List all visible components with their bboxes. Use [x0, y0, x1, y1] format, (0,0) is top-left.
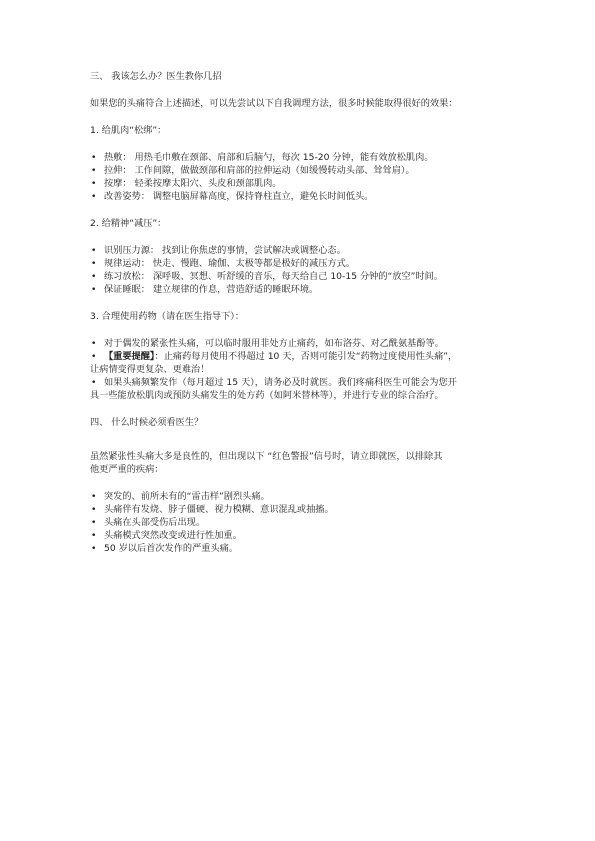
- bullet-icon: •: [91, 271, 97, 282]
- item-text: 50 岁以后首次发作的严重头痛。: [104, 543, 239, 554]
- item-text: 建立规律的作息，营造舒适的睡眠环境。: [152, 284, 319, 295]
- bullet-icon: •: [91, 284, 97, 295]
- sub3-list-cont: [90, 376, 510, 389]
- item-label: 拉伸：: [104, 165, 132, 176]
- warning-list: [90, 490, 510, 555]
- item-text: 找到让你焦虑的事情，尝试解决或调整心态。: [162, 245, 346, 256]
- item-label: 改善姿势：: [104, 191, 150, 202]
- sub2-title: 2. 给精神“减压”：: [90, 218, 167, 229]
- item-text: 工作间隙，做做颈部和肩部的拉伸运动（如缓慢转动头部、耸耸肩）。: [134, 165, 415, 176]
- item-text: 头痛模式突然改变或进行性加重。: [104, 530, 242, 541]
- bullet-icon: •: [91, 491, 97, 502]
- section4-intro-line1: 虽然紧张性头痛大多是良性的，但出现以下 “红色警报”信号时，请立即就医，以排除其: [90, 451, 443, 462]
- continuation-line: 具一些能放松肌肉或预防头痛发生的处方药（如阿米替林等），并进行专业的综合治疗。: [90, 390, 444, 401]
- bullet-icon: •: [91, 338, 97, 349]
- sub3-title: 3. 合理使用药物（请在医生指导下）：: [90, 311, 245, 322]
- sub1-list: [90, 151, 510, 203]
- bullet-icon: •: [91, 377, 97, 388]
- list-item: [90, 151, 510, 164]
- item-text: 如果头痛频繁发作（每月超过 15 天），请务必及时就医。我们疼痛科医生可能会为您开: [104, 377, 457, 388]
- continuation-line: 让病情变得更复杂、更难治！: [90, 364, 210, 375]
- item-text: 深呼吸、冥想、听舒缓的音乐，每天给自己 10-15 分钟的“放空”时间。: [152, 271, 443, 282]
- item-label: 规律运动：: [104, 258, 150, 269]
- item-label: 热敷：: [104, 152, 132, 163]
- bullet-icon: •: [91, 258, 97, 269]
- section4-heading: 四、 什么时候必须看医生？: [90, 417, 204, 428]
- bullet-icon: •: [91, 178, 97, 189]
- bullet-icon: •: [91, 543, 97, 554]
- list-item: [90, 270, 510, 283]
- sub1-title: 1. 给肌肉“松绑”：: [90, 125, 167, 136]
- item-label: 练习放松：: [104, 271, 150, 282]
- section3-intro: 如果您的头痛符合上述描述，可以先尝试以下自我调理方法，很多时候能取得很好的效果：: [90, 98, 458, 109]
- item-text: 头痛在头部受伤后出现。: [104, 517, 206, 528]
- list-item: [90, 542, 510, 555]
- list-item: [90, 503, 510, 516]
- list-item: [90, 350, 510, 363]
- bullet-icon: •: [91, 191, 97, 202]
- page-content: [90, 70, 510, 555]
- item-text: 突发的、前所未有的“雷击样”剧烈头痛。: [104, 491, 270, 502]
- item-text: 快走、慢跑、瑜伽、太极等都是极好的减压方式。: [152, 258, 355, 269]
- item-text: 轻柔按摩太阳穴、头皮和颈部肌肉。: [134, 178, 282, 189]
- list-item: [90, 490, 510, 503]
- bullet-icon: •: [91, 245, 97, 256]
- item-text: 用热毛巾敷在颈部、肩部和后脑勺，每次 15-20 分钟，能有效放松肌肉。: [134, 152, 434, 163]
- list-item: [90, 257, 510, 270]
- list-item: [90, 190, 510, 203]
- item-label: 识别压力源：: [104, 245, 160, 256]
- item-label: 按摩：: [104, 178, 132, 189]
- item-label: 保证睡眠：: [104, 284, 150, 295]
- bullet-icon: •: [91, 517, 97, 528]
- sub3-list: [90, 337, 510, 363]
- item-text: 对于偶发的紧张性头痛，可以临时服用非处方止痛药，如布洛芬、对乙酰氨基酚等。: [104, 338, 444, 349]
- item-text: ：止痛药每月使用不得超过 10 天，否则可能引发“药物过度使用性头痛”，: [154, 351, 458, 362]
- item-text: 头痛伴有发烧、脖子僵硬、视力模糊、意识混乱或抽搐。: [104, 504, 334, 515]
- list-item: [90, 283, 510, 296]
- bullet-icon: •: [91, 351, 97, 362]
- list-item: [90, 177, 510, 190]
- list-item: [90, 516, 510, 529]
- bullet-icon: •: [91, 530, 97, 541]
- bullet-icon: •: [91, 152, 97, 163]
- section3-heading: 三、 我该怎么办？医生教你几招: [90, 71, 222, 82]
- list-item: [90, 337, 510, 350]
- list-item: [90, 376, 510, 389]
- section4-intro-line2: 他更严重的疾病：: [90, 464, 164, 475]
- bullet-icon: •: [91, 504, 97, 515]
- list-item: [90, 164, 510, 177]
- sub2-list: [90, 244, 510, 296]
- item-text: 调整电脑屏幕高度，保持脊柱直立，避免长时间低头。: [152, 191, 374, 202]
- list-item: [90, 244, 510, 257]
- list-item: [90, 529, 510, 542]
- important-reminder-label: 【重要提醒】: [104, 351, 155, 362]
- bullet-icon: •: [91, 165, 97, 176]
